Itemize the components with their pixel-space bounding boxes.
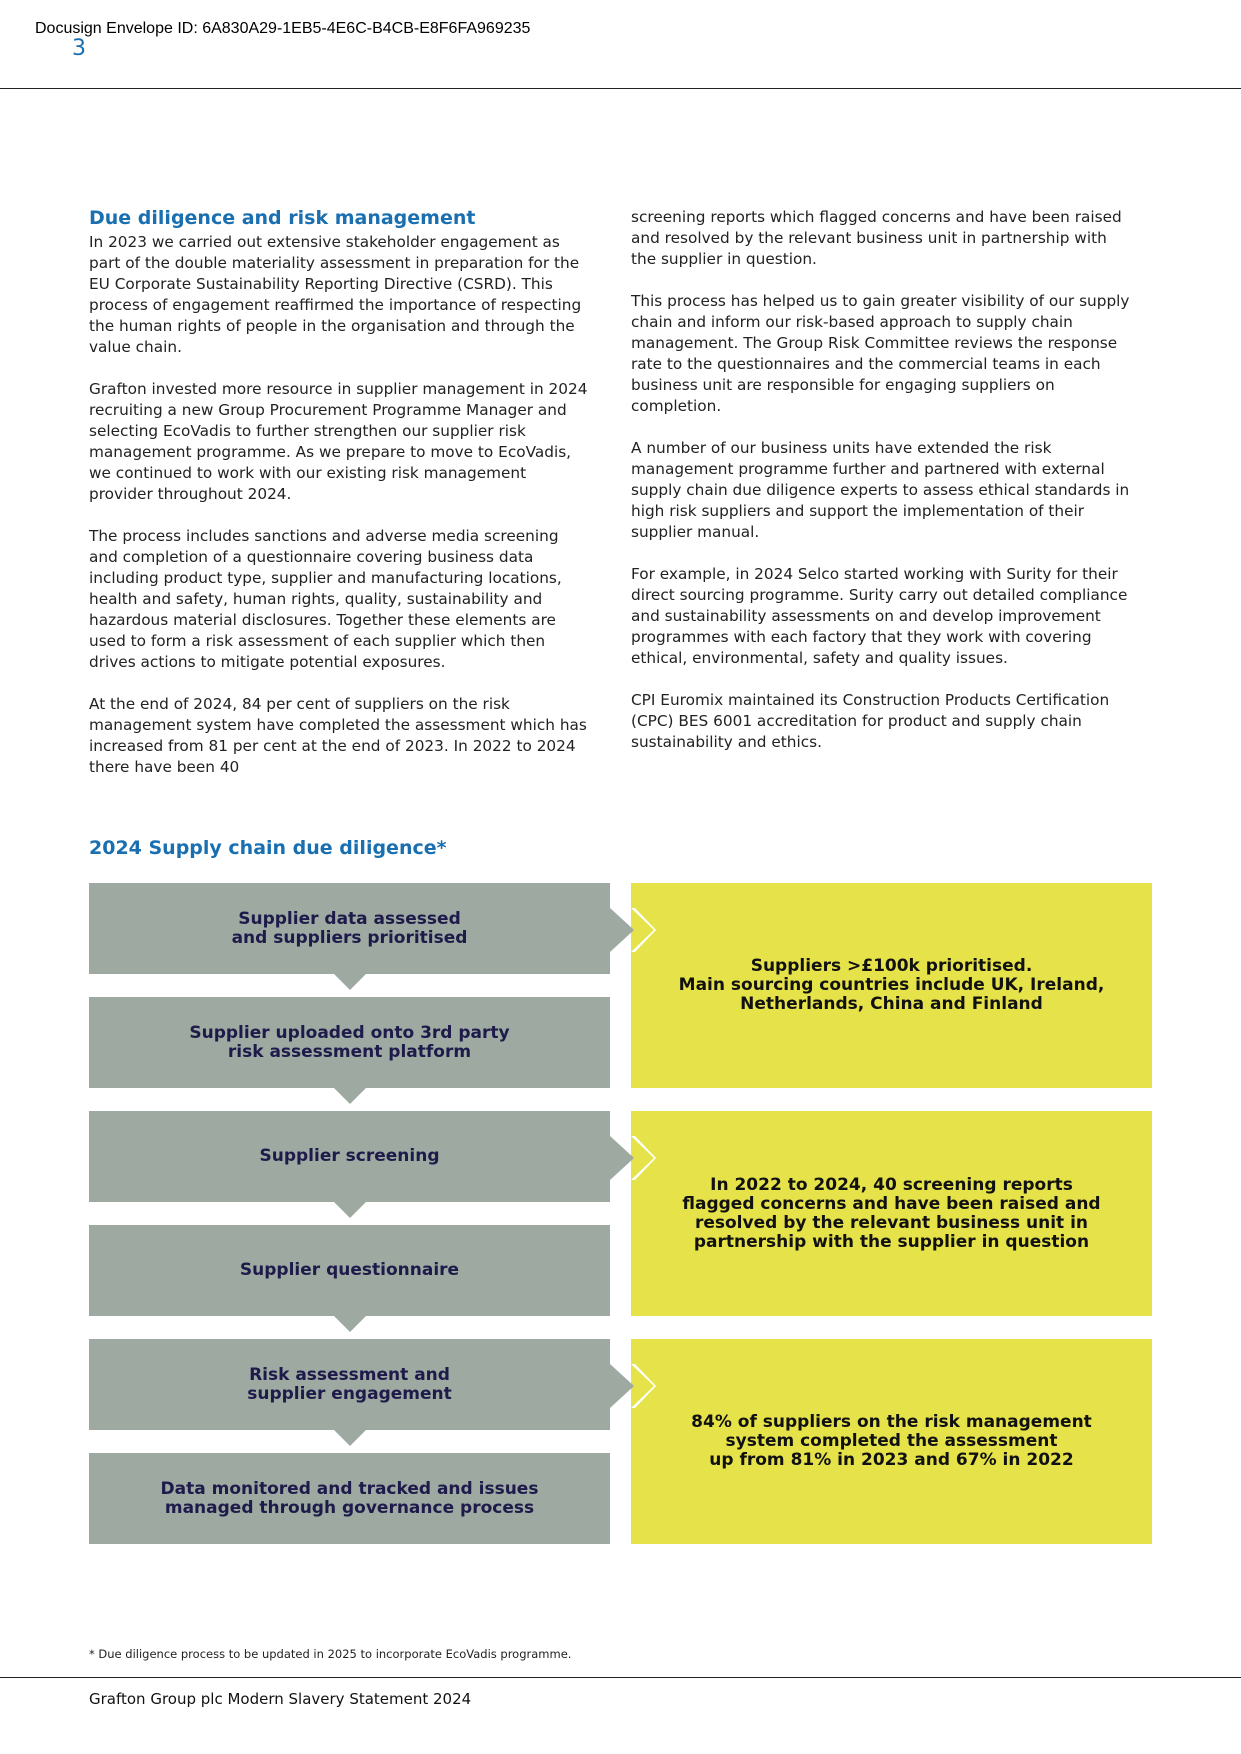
step-box: Supplier screening <box>89 1111 610 1202</box>
paragraph: For example, in 2024 Selco started working with Surity for their direct sourcing programme. Surity carry out detailed compliance and sustainability assessments on and develop improvement programmes with each factory that they work with covering ethical, environmental, safety and quality issues. <box>631 565 1128 667</box>
paragraph: The process includes sanctions and adverse media screening and completion of a questionnaire covering business data including product type, supplier and manufacturing locations, health and safety, human rights, quality, sustainability and hazardous material disclosures. Together these elements are used to form a risk assessment of each supplier which then drives actions to mitigate potential exposures. <box>89 527 562 671</box>
paragraph: A number of our business units have extended the risk management programme further and partnered with external supply chain due diligence experts to assess ethical standards in high risk suppliers and support the implementation of their supplier manual. <box>631 439 1130 541</box>
paragraph: This process has helped us to gain greater visibility of our supply chain and inform our risk-based approach to supply chain management. The Group Risk Committee reviews the response rate to the questionnaires and the commercial teams in each business unit are responsible for engaging suppliers on completion. <box>631 292 1130 415</box>
header-rule <box>0 88 1241 89</box>
down-arrow-icon <box>334 1202 366 1218</box>
footer-title: Grafton Group plc Modern Slavery Statement 2024 <box>89 1690 472 1708</box>
diagram-title: 2024 Supply chain due diligence* <box>89 837 447 859</box>
paragraph: In 2023 we carried out extensive stakeholder engagement as part of the double materiality assessment in preparation for the EU Corporate Sustainability Reporting Directive (CSRD). This process of engagement reaffirmed the importance of respecting the human rights of people in the organisation and through the value chain. <box>89 233 582 356</box>
down-arrow-icon <box>334 974 366 990</box>
step-box: Supplier uploaded onto 3rd party risk assessment platform <box>89 997 610 1088</box>
footer-rule <box>0 1677 1241 1678</box>
down-arrow-icon <box>334 1316 366 1332</box>
right-chevron-icon <box>606 1136 656 1180</box>
page-number: 3 <box>72 36 86 61</box>
outcome-box: In 2022 to 2024, 40 screening reports flagged concerns and have been raised and resolved by the relevant business unit in partnership with the supplier in question <box>631 1111 1152 1316</box>
left-column <box>89 206 591 799</box>
footnote: * Due diligence process to be updated in 2025 to incorporate EcoVadis programme. <box>89 1647 572 1661</box>
right-chevron-icon <box>606 908 656 952</box>
down-arrow-icon <box>334 1430 366 1446</box>
step-box: Supplier questionnaire <box>89 1225 610 1316</box>
right-chevron-icon <box>606 1364 656 1408</box>
paragraph: Grafton invested more resource in supplier management in 2024 recruiting a new Group Procurement Programme Manager and selecting EcoVadis to further strengthen our supplier risk management programme. As we prepare to move to EcoVadis, we continued to work with our existing risk management provider throughout 2024. <box>89 380 588 503</box>
step-box: Data monitored and tracked and issues managed through governance process <box>89 1453 610 1544</box>
section-heading: Due diligence and risk management <box>89 207 476 229</box>
outcome-box: Suppliers >£100k prioritised. Main sourcing countries include UK, Ireland, Netherlands, China and Finland <box>631 883 1152 1088</box>
step-box: Supplier data assessed and suppliers prioritised <box>89 883 610 974</box>
down-arrow-icon <box>334 1088 366 1104</box>
right-column <box>631 207 1133 774</box>
paragraph: CPI Euromix maintained its Construction Products Certification (CPC) BES 6001 accreditation for product and supply chain sustainability and ethics. <box>631 691 1110 751</box>
paragraph: screening reports which flagged concerns and have been raised and resolved by the relevant business unit in partnership with the supplier in question. <box>631 208 1122 268</box>
outcome-box: 84% of suppliers on the risk management system completed the assessment up from 81% in 2023 and 67% in 2022 <box>631 1339 1152 1544</box>
paragraph: At the end of 2024, 84 per cent of suppliers on the risk management system have completed the assessment which has increased from 81 per cent at the end of 2023. In 2022 to 2024 there have been 40 <box>89 695 587 776</box>
step-box: Risk assessment and supplier engagement <box>89 1339 610 1430</box>
envelope-id: Docusign Envelope ID: 6A830A29-1EB5-4E6C-B4CB-E8F6FA969235 <box>35 20 531 37</box>
